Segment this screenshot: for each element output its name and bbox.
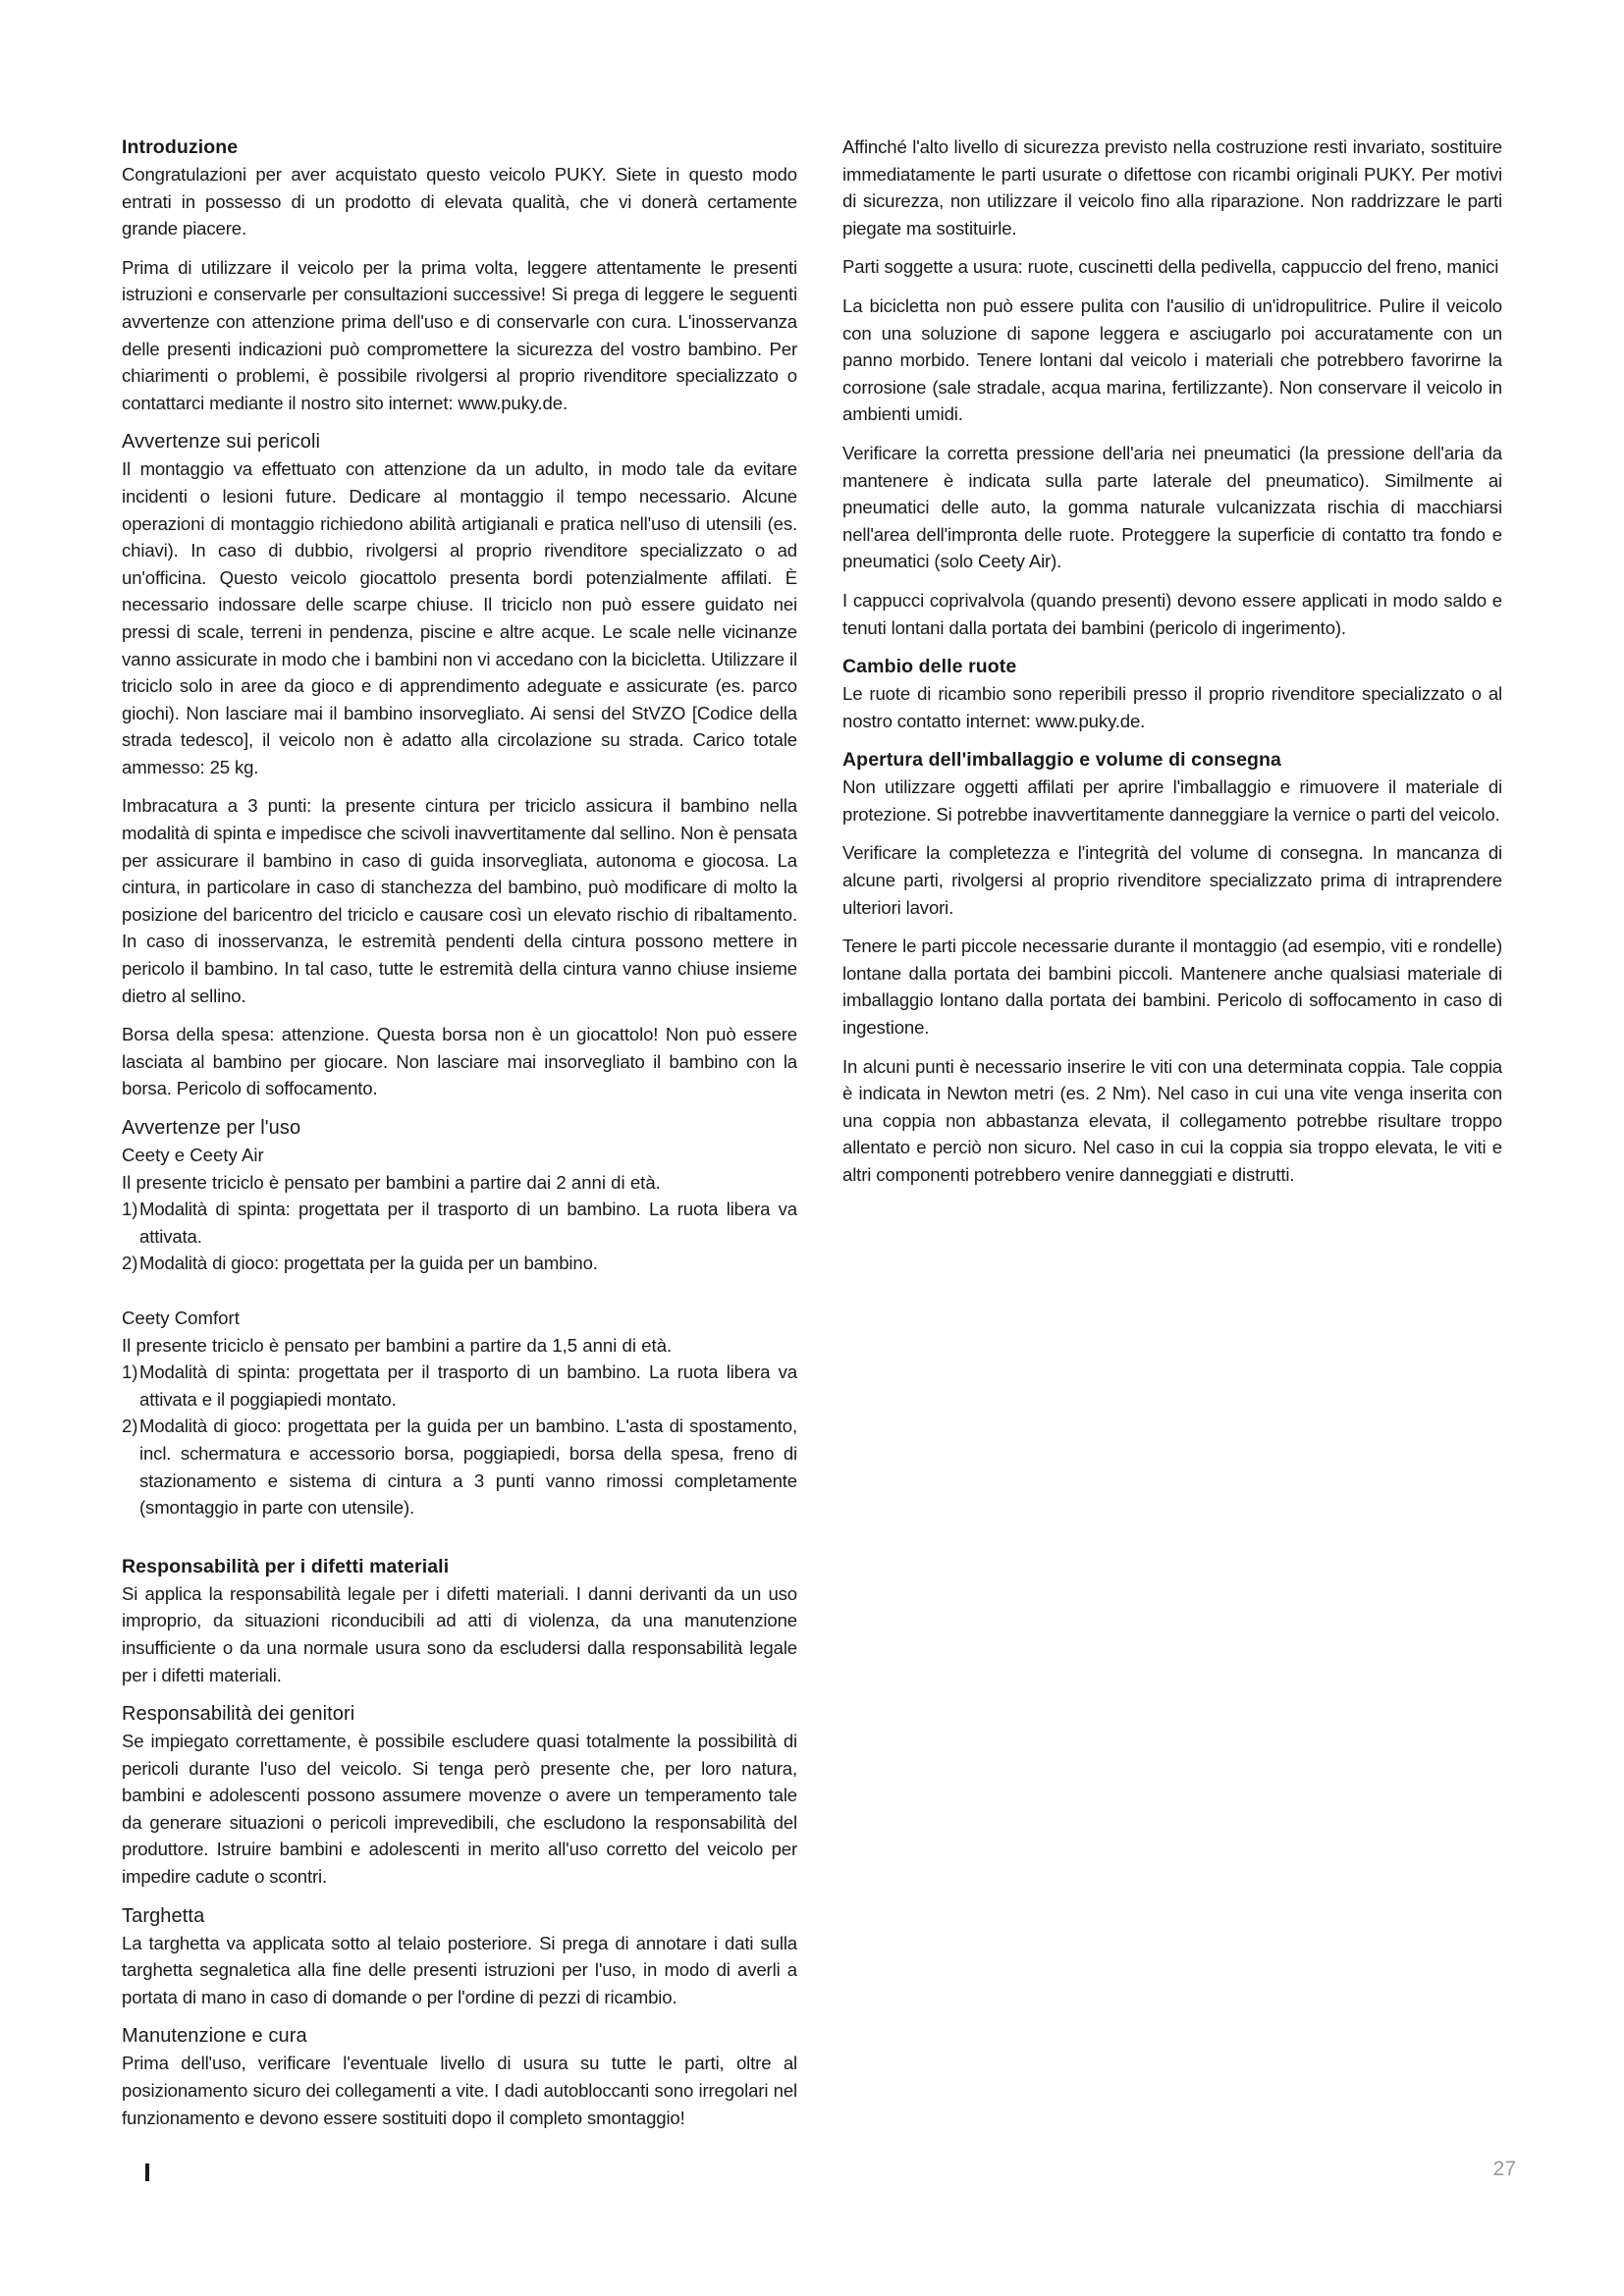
paragraph: Affinché l'alto livello di sicurezza previsto nella costruzione resti invariato, sostituire immediatamente le parti usurate o difettose con ricambi originali PUKY. Per motivi di sicurezza, non utilizzare il veicolo fino alla riparazione. Non raddrizzare le parti piegate ma sostituirle. (842, 136, 1502, 239)
section-title: Introduzione (122, 136, 239, 158)
section-title: Responsabilità dei genitori (122, 1703, 355, 1726)
list-item (122, 1359, 797, 1413)
page-number: 27 (1492, 2158, 1516, 2180)
list-item (122, 1196, 797, 1250)
paragraph: Tenere le parti piccole necessarie durante il montaggio (ad esempio, viti e rondelle) lontane dalla portata dei bambini piccoli. Mantenere anche qualsiasi materiale di imballaggio lontano dalla portata dei bambini. Pericolo di soffocamento in caso di ingestione. (842, 935, 1502, 1039)
spacer (122, 1522, 797, 1549)
section-manutenzione (122, 2022, 797, 2131)
paragraph: I cappucci coprivalvola (quando presenti) devono essere applicati in modo saldo e tenuti lontani dalla portata dei bambini (pericolo di ingerimento). (842, 589, 1502, 638)
paragraph: La targhetta va applicata sotto al telaio posteriore. Si prega di annotare i dati sulla targhetta segnaletica alla fine delle presenti istruzioni per l'uso, in modo di averli a portata di mano in caso di domande o per l'ordine di pezzi di ricambio. (122, 1932, 797, 2007)
paragraph: Le ruote di ricambio sono reperibili presso il proprio rivenditore specializzato o al nostro contatto internet: www.puky.de. (842, 683, 1502, 731)
section-title: Targhetta (122, 1904, 205, 1927)
paragraph: Se impiegato correttamente, è possibile escludere quasi totalmente la possibilità di pericoli durante l'uso del veicolo. Si tenga però presente che, per loro natura, bambini e adolescenti possono assumere movenze o avere un temperamento tale da generare situazioni o pericoli imprevedibili, che escludono la responsabilità del produttore. Istruire bambini e adolescenti in merito all'uso corretto del veicolo per impedire cadute o scontri. (122, 1731, 797, 1888)
list-item (122, 1250, 797, 1277)
section-avvertenze-pericoli (122, 428, 797, 1102)
paragraph: Si applica la responsabilità legale per i difetti materiali. I danni derivanti da un uso improprio, da situazioni riconducibili ad atti di violenza, da una manutenzione insufficiente o da una normale usura sono da escludersi dalla responsabilità legale per i difetti materiali. (122, 1582, 797, 1685)
model-name-ceety-comfort: Ceety Comfort (122, 1307, 240, 1328)
mode-list-ceety-comfort (122, 1359, 797, 1522)
list-text: Modalità di gioco: progettata per la guida per un bambino. L'asta di spostamento, incl. schermatura e accessorio borsa, poggiapiedi, borsa della spesa, freno di stazionamento e sistema di cintura a 3 punti vanno rimossi completamente (smontaggio in parte con utensile). (139, 1415, 797, 1519)
paragraph: Il montaggio va effettuato con attenzione da un adulto, in modo tale da evitare incidenti o lesioni future. Dedicare al montaggio il tempo necessario. Alcune operazioni di montaggio richiedono abilità artigianali e pratica nell'uso di utensili (es. chiavi). In caso di dubbio, rivolgersi al proprio rivenditore specializzato o ad un'officina. Questo veicolo giocattolo presenta bordi potenzialmente affilati. È necessario indossare delle scarpe chiuse. Il triciclo non può essere guidato nei pressi di scale, terreni in pendenza, piscine e altre acque. Le scale nelle vicinanze vanno assicurate in modo che i bambini non vi accedano con la bicicletta. Utilizzare il triciclo solo in aree da gioco e di apprendimento adeguate e assicurate (es. parco giochi). Non lasciare mai il bambino insorvegliato. Ai sensi del StVZO [Codice della strada tedesco], il veicolo non è adatto alla circolazione su strada. Carico totale ammesso: 25 kg. (122, 458, 797, 777)
model-name-ceety: Ceety e Ceety Air (122, 1145, 264, 1165)
model-intro: Il presente triciclo è pensato per bambini a partire da 1,5 anni di età. (122, 1334, 673, 1356)
section-responsabilita-difetti (122, 1553, 797, 1688)
list-number: 2) (122, 1253, 138, 1274)
section-targhetta (122, 1902, 797, 2011)
paragraph: Verificare la completezza e l'integrità del volume di consegna. In mancanza di alcune parti, rivolgersi al proprio rivenditore specializzato prima di intraprendere ulteriori lavori. (842, 842, 1502, 918)
paragraph: Borsa della spesa: attenzione. Questa borsa non è un giocattolo! Non può essere lasciata al bambino per giocare. Non lasciare mai insorvegliato il bambino con la borsa. Pericolo di soffocamento. (122, 1024, 797, 1099)
list-text: Modalità di gioco: progettata per la guida per un bambino. (139, 1253, 598, 1274)
section-title: Avvertenze per l'uso (122, 1117, 301, 1139)
language-marker (145, 2163, 149, 2181)
paragraph: Parti soggette a usura: ruote, cuscinetti della pedivella, cappuccio del freno, manici (842, 256, 1499, 278)
section-avvertenze-uso (122, 1114, 797, 1549)
paragraph: La bicicletta non può essere pulita con l'ausilio di un'idropulitrice. Pulire il veicolo con una soluzione di sapone leggera e asciugarlo poi accuratamente con un panno morbido. Tenere lontani dal veicolo i materiali che potrebbero favorirne la corrosione (sale stradale, acqua marina, fertilizzante). Non conservare il veicolo in ambienti umidi. (842, 294, 1502, 425)
section-title: Manutenzione e cura (122, 2025, 307, 2048)
left-column (122, 133, 797, 2143)
section-title: Apertura dell'imballaggio e volume di consegna (842, 749, 1281, 772)
section-title: Responsabilità per i difetti materiali (122, 1555, 450, 1577)
section-imballaggio (842, 746, 1502, 1188)
spacer (122, 1277, 797, 1305)
section-introduzione (122, 133, 797, 416)
paragraph: Prima dell'uso, verificare l'eventuale livello di usura su tutte le parti, oltre al posizionamento sicuro dei collegamenti a vite. I dadi autobloccanti sono irregolari nel funzionamento e devono essere sostituiti dopo il completo smontaggio! (122, 2053, 797, 2128)
list-number: 1) (122, 1199, 138, 1220)
mode-list-ceety (122, 1196, 797, 1277)
paragraph: Prima di utilizzare il veicolo per la prima volta, leggere attentamente le presenti istruzioni e conservarle per consultazioni successive! Si prega di leggere le seguenti avvertenze con attenzione prima dell'uso e di conservarle con cura. L'inosservanza delle presenti indicazioni può compromettere la sicurezza del vostro bambino. Per chiarimenti o problemi, è possibile rivolgersi al proprio rivenditore specializzato o contattarci mediante il nostro sito internet: www.puky.de. (122, 256, 797, 413)
list-number: 1) (122, 1362, 138, 1383)
list-text: Modalità di spinta: progettata per il trasporto di un bambino. La ruota libera va attivata e il poggiapiedi montato. (139, 1362, 797, 1410)
paragraph: Congratulazioni per aver acquistato questo veicolo PUKY. Siete in questo modo entrati in possesso di un prodotto di elevata qualità, che vi donerà certamente grande piacere. (122, 164, 797, 240)
section-title: Cambio delle ruote (842, 656, 1017, 678)
section-cambio-ruote (842, 653, 1502, 734)
paragraph: Non utilizzare oggetti affilati per aprire l'imballaggio e rimuovere il materiale di protezione. Si potrebbe inavvertitamente danneggiare la vernice o parti del veicolo. (842, 776, 1502, 825)
right-column (842, 133, 1502, 1201)
paragraph: Verificare la corretta pressione dell'aria nei pneumatici (la pressione dell'aria da mantenere è indicata sulla parte laterale del pneumatico). Similmente ai pneumatici delle auto, la gomma naturale vulcanizzata rischia di macchiarsi nell'area dell'impronta delle ruote. Proteggere la superficie di contatto tra fondo e pneumatici (solo Ceety Air). (842, 442, 1502, 572)
list-number: 2) (122, 1415, 138, 1437)
paragraph: In alcuni punti è necessario inserire le viti con una determinata coppia. Tale coppia è indicata in Newton metri (es. 2 Nm). Nel caso in cui una vite venga inserita con una coppia non abbastanza elevata, il collegamento potrebbe risultare troppo allentato e perciò non sicuro. Nel caso in cui la coppia sia troppo elevata, le viti e altri componenti potrebbero venire danneggiati e distrutti. (842, 1055, 1502, 1185)
list-item (122, 1413, 797, 1521)
list-text: Modalità di spinta: progettata per il trasporto di un bambino. La ruota libera va attivata. (139, 1199, 797, 1247)
section-manutenzione-continued (842, 133, 1502, 641)
model-intro: Il presente triciclo è pensato per bambini a partire dai 2 anni di età. (122, 1171, 661, 1193)
paragraph: Imbracatura a 3 punti: la presente cintura per triciclo assicura il bambino nella modalità di spinta e impedisce che scivoli inavvertitamente dal sellino. Non è pensata per assicurare il bambino in caso di guida insorvegliata, autonoma e giocosa. La cintura, in particolare in caso di stanchezza del bambino, può modificare di molto la posizione del baricentro del triciclo e causare così un elevato rischio di ribaltamento. In caso di inosservanza, le estremità pendenti della cintura possono mettere in pericolo il bambino. In tal caso, tutte le estremità della cintura vanno chiuse insieme dietro al sellino. (122, 795, 797, 1006)
section-title: Avvertenze sui pericoli (122, 431, 321, 454)
section-responsabilita-genitori (122, 1700, 797, 1891)
